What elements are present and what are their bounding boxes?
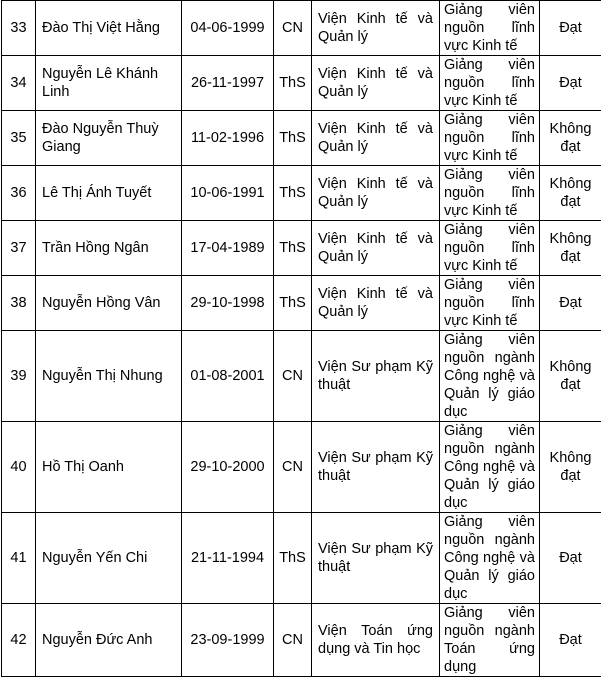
unit: Viện Kinh tế và Quản lý bbox=[312, 56, 440, 111]
result: Đạt bbox=[540, 56, 601, 111]
table-row bbox=[2, 221, 601, 276]
position: Giảng viên nguồn lĩnh vực Kinh tế bbox=[440, 221, 540, 276]
row-number: 36 bbox=[2, 166, 36, 221]
unit: Viện Sư phạm Kỹ thuật bbox=[312, 331, 440, 422]
degree: ThS bbox=[274, 276, 312, 331]
result: Đạt bbox=[540, 1, 601, 56]
row-number: 42 bbox=[2, 604, 36, 677]
table-row bbox=[2, 1, 601, 56]
full-name: Nguyễn Thị Nhung bbox=[36, 331, 182, 422]
position: Giảng viên nguồn ngành Toán ứng dụng bbox=[440, 604, 540, 677]
position: Giảng viên nguồn lĩnh vực Kinh tế bbox=[440, 166, 540, 221]
candidate-results-table bbox=[1, 0, 601, 677]
table-row bbox=[2, 422, 601, 513]
degree: CN bbox=[274, 331, 312, 422]
result: Không đạt bbox=[540, 221, 601, 276]
result: Không đạt bbox=[540, 166, 601, 221]
date-of-birth: 17-04-1989 bbox=[182, 221, 274, 276]
table-row bbox=[2, 166, 601, 221]
full-name: Hồ Thị Oanh bbox=[36, 422, 182, 513]
unit: Viện Kinh tế và Quản lý bbox=[312, 111, 440, 166]
unit: Viện Kinh tế và Quản lý bbox=[312, 276, 440, 331]
full-name: Đào Nguyễn Thuỳ Giang bbox=[36, 111, 182, 166]
degree: ThS bbox=[274, 56, 312, 111]
result: Không đạt bbox=[540, 111, 601, 166]
table-row bbox=[2, 604, 601, 677]
table-row bbox=[2, 111, 601, 166]
position: Giảng viên nguồn lĩnh vực Kinh tế bbox=[440, 1, 540, 56]
table-row bbox=[2, 276, 601, 331]
unit: Viện Kinh tế và Quản lý bbox=[312, 166, 440, 221]
row-number: 35 bbox=[2, 111, 36, 166]
full-name: Trần Hồng Ngân bbox=[36, 221, 182, 276]
unit: Viện Toán ứng dụng và Tin học bbox=[312, 604, 440, 677]
row-number: 38 bbox=[2, 276, 36, 331]
date-of-birth: 21-11-1994 bbox=[182, 513, 274, 604]
unit: Viện Kinh tế và Quản lý bbox=[312, 221, 440, 276]
position: Giảng viên nguồn lĩnh vực Kinh tế bbox=[440, 111, 540, 166]
date-of-birth: 04-06-1999 bbox=[182, 1, 274, 56]
full-name: Lê Thị Ánh Tuyết bbox=[36, 166, 182, 221]
result: Không đạt bbox=[540, 331, 601, 422]
degree: ThS bbox=[274, 111, 312, 166]
full-name: Nguyễn Yến Chi bbox=[36, 513, 182, 604]
row-number: 33 bbox=[2, 1, 36, 56]
result: Không đạt bbox=[540, 422, 601, 513]
position: Giảng viên nguồn ngành Công nghệ và Quản lý giáo dục bbox=[440, 513, 540, 604]
date-of-birth: 23-09-1999 bbox=[182, 604, 274, 677]
table-row bbox=[2, 513, 601, 604]
full-name: Đào Thị Việt Hằng bbox=[36, 1, 182, 56]
row-number: 40 bbox=[2, 422, 36, 513]
row-number: 37 bbox=[2, 221, 36, 276]
full-name: Nguyễn Lê Khánh Linh bbox=[36, 56, 182, 111]
date-of-birth: 01-08-2001 bbox=[182, 331, 274, 422]
degree: ThS bbox=[274, 513, 312, 604]
date-of-birth: 29-10-2000 bbox=[182, 422, 274, 513]
position: Giảng viên nguồn lĩnh vực Kinh tế bbox=[440, 56, 540, 111]
row-number: 34 bbox=[2, 56, 36, 111]
degree: CN bbox=[274, 604, 312, 677]
position: Giảng viên nguồn lĩnh vực Kinh tế bbox=[440, 276, 540, 331]
row-number: 41 bbox=[2, 513, 36, 604]
position: Giảng viên nguồn ngành Công nghệ và Quản lý giáo dục bbox=[440, 331, 540, 422]
row-number: 39 bbox=[2, 331, 36, 422]
date-of-birth: 11-02-1996 bbox=[182, 111, 274, 166]
full-name: Nguyễn Đức Anh bbox=[36, 604, 182, 677]
full-name: Nguyễn Hồng Vân bbox=[36, 276, 182, 331]
unit: Viện Kinh tế và Quản lý bbox=[312, 1, 440, 56]
result: Đạt bbox=[540, 604, 601, 677]
position: Giảng viên nguồn ngành Công nghệ và Quản lý giáo dục bbox=[440, 422, 540, 513]
result: Đạt bbox=[540, 513, 601, 604]
date-of-birth: 26-11-1997 bbox=[182, 56, 274, 111]
unit: Viện Sư phạm Kỹ thuật bbox=[312, 422, 440, 513]
table-row bbox=[2, 331, 601, 422]
date-of-birth: 29-10-1998 bbox=[182, 276, 274, 331]
degree: ThS bbox=[274, 221, 312, 276]
unit: Viện Sư phạm Kỹ thuật bbox=[312, 513, 440, 604]
degree: CN bbox=[274, 1, 312, 56]
result: Đạt bbox=[540, 276, 601, 331]
date-of-birth: 10-06-1991 bbox=[182, 166, 274, 221]
degree: CN bbox=[274, 422, 312, 513]
degree: ThS bbox=[274, 166, 312, 221]
table-row bbox=[2, 56, 601, 111]
